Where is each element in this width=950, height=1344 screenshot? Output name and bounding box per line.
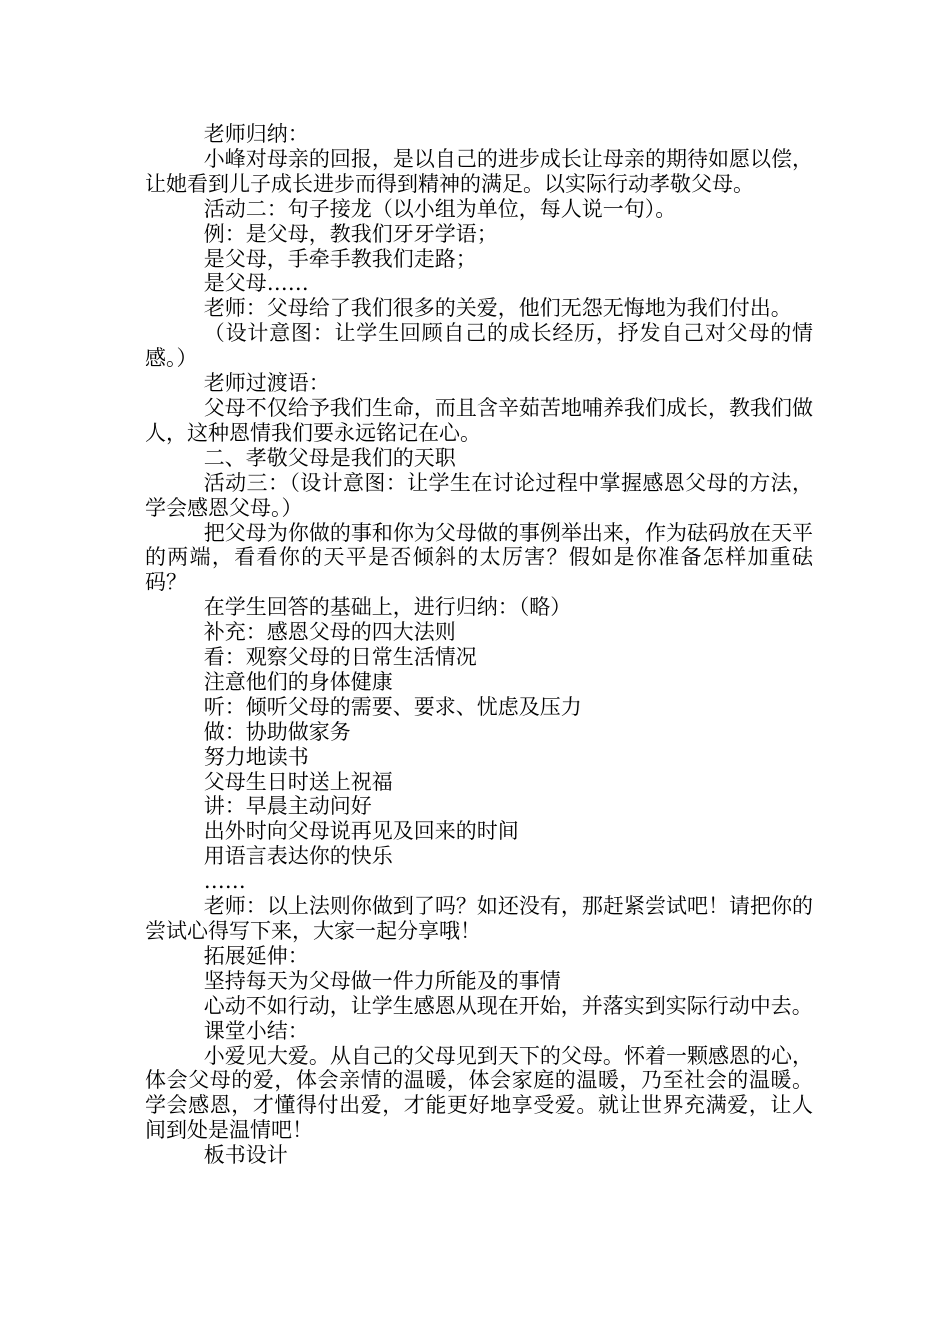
rule-line: 看：观察父母的日常生活情况 bbox=[203, 645, 477, 670]
transition-heading: 老师过渡语： bbox=[203, 371, 330, 396]
teacher-remark: 老师：父母给了我们很多的关爱，他们无怨无悔地为我们付出。 bbox=[203, 296, 792, 321]
transition-paragraph: 父母不仅给予我们生命，而且含辛茹苦地哺养我们成长，教我们做人，这种恩情我们要永远铭记在心。 bbox=[145, 395, 813, 445]
supplement-heading: 补充：感恩父母的四大法则 bbox=[203, 620, 456, 645]
example-line: 是父母…… bbox=[203, 271, 309, 296]
board-design-heading: 板书设计 bbox=[203, 1143, 288, 1168]
rule-line: 听：倾听父母的需要、要求、忧虑及压力 bbox=[203, 694, 582, 719]
summary-heading: 老师归纳： bbox=[203, 122, 309, 146]
conclusion-heading: 课堂小结： bbox=[203, 1018, 309, 1043]
example-line: 例：是父母，教我们牙牙学语； bbox=[203, 221, 498, 246]
teacher-remark: 老师：以上法则你做到了吗？如还没有，那赶紧尝试吧！请把你的尝试心得写下来，大家一起分享哦！ bbox=[145, 894, 813, 943]
example-line: 是父母，手牵手教我们走路； bbox=[203, 246, 477, 271]
summary-line: 在学生回答的基础上，进行归纳：（略） bbox=[203, 595, 572, 620]
rule-line: 努力地读书 bbox=[203, 744, 309, 769]
extension-heading: 拓展延伸： bbox=[203, 943, 309, 968]
rule-line: 出外时向父母说再见及回来的时间 bbox=[203, 819, 519, 844]
rule-line: 用语言表达你的快乐 bbox=[203, 844, 393, 869]
design-intent: （设计意图：让学生回顾自己的成长经历，抒发自己对父母的情感。） bbox=[145, 321, 813, 371]
conclusion-paragraph: 小爱见大爱。从自己的父母见到天下的父母。怀着一颗感恩的心，体会父母的爱，体会亲情的温暖，体会家庭的温暖，乃至社会的温暖。学会感恩，才懂得付出爱，才能更好地享受爱。就让世界充满爱，让人间到处是温情吧！ bbox=[145, 1043, 813, 1143]
extension-line: 坚持每天为父母做一件力所能及的事情 bbox=[203, 968, 561, 993]
rule-line: 讲：早晨主动问好 bbox=[203, 794, 372, 819]
activity-three-title: 活动三：（设计意图：让学生在讨论过程中掌握感恩父母的方法，学会感恩父母。） bbox=[145, 470, 813, 520]
section-heading: 二、孝敬父母是我们的天职 bbox=[203, 445, 456, 470]
document-page bbox=[145, 122, 813, 1168]
activity-two-title: 活动二：句子接龙（以小组为单位，每人说一句）。 bbox=[203, 196, 677, 221]
extension-paragraph: 心动不如行动，让学生感恩从现在开始，并落实到实际行动中去。 bbox=[203, 993, 813, 1018]
rule-line: 父母生日时送上祝福 bbox=[203, 769, 393, 794]
rule-line: 注意他们的身体健康 bbox=[203, 669, 393, 694]
rule-line: 做：协助做家务 bbox=[203, 719, 351, 744]
activity-three-paragraph: 把父母为你做的事和你为父母做的事例举出来，作为砝码放在天平的两端，看看你的天平是否倾斜的太厉害？假如是你准备怎样加重砝码？ bbox=[145, 520, 813, 595]
ellipsis-line: …… bbox=[203, 869, 246, 894]
summary-paragraph: 小峰对母亲的回报，是以自己的进步成长让母亲的期待如愿以偿，让她看到儿子成长进步而得到精神的满足。以实际行动孝敬父母。 bbox=[145, 146, 813, 196]
